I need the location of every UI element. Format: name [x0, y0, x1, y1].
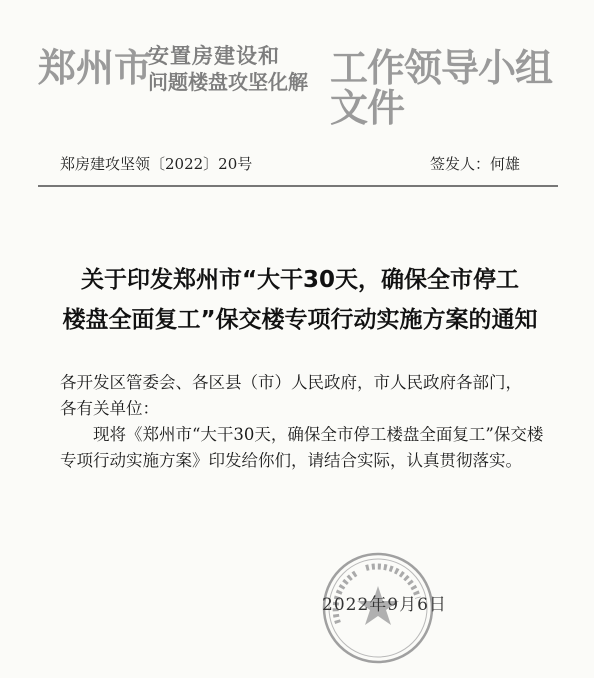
header-divider — [38, 185, 558, 187]
header-doc-type: 工作领导小组文件 — [330, 45, 553, 130]
document-signer: 签发人：何雄 — [429, 155, 520, 173]
document-number: 郑房建攻坚领〔2022〕20号 — [60, 155, 253, 173]
document-header — [38, 43, 558, 130]
addressee-line-2: 各有关单位： — [60, 399, 159, 418]
header-agency-line2: 问题楼盘攻坚化解 — [148, 70, 308, 94]
header-agency-line1: 安置房建设和 — [148, 43, 280, 68]
addressee-line-1: 各开发区管委会、各区县（市）人民政府，市人民政府各部门， — [60, 373, 522, 392]
document-meta-row — [60, 153, 520, 179]
document-title — [60, 260, 540, 340]
title-line-1: 关于印发郑州市“大干30天，确保全市停工 — [80, 267, 520, 293]
header-agency — [148, 44, 328, 94]
document-date: 2022年9月6日 — [322, 595, 447, 615]
document-body — [60, 370, 550, 474]
title-line-2: 楼盘全面复工”保交楼专项行动实施方案的通知 — [62, 307, 538, 333]
body-paragraph: 现将《郑州市“大干30天，确保全市停工楼盘全面复工”保交楼专项行动实施方案》印发给你们，请结合实际，认真贯彻落实。 — [60, 425, 544, 470]
header-city: 郑州市 — [38, 45, 153, 90]
